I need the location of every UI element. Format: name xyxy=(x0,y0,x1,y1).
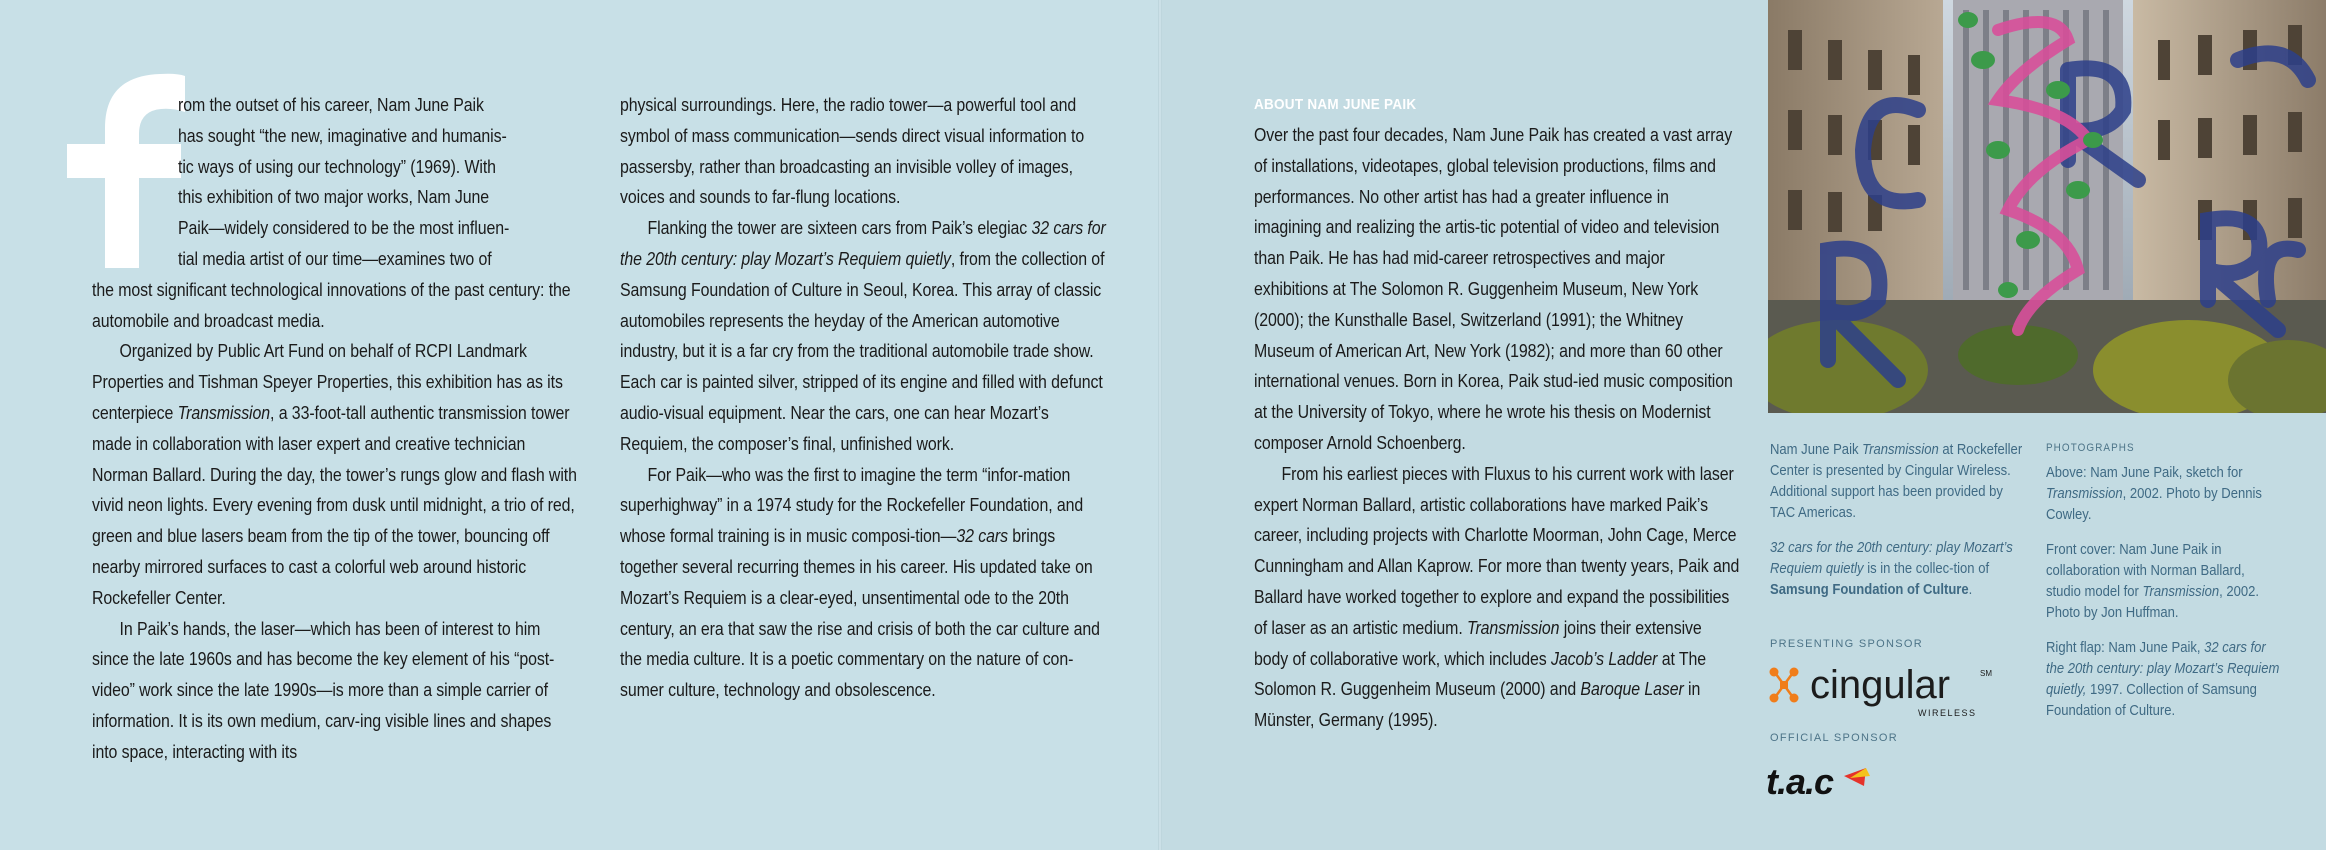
collection-credit: 32 cars for the 20th century: play Mozart’s Requiem quietly is in the collec-tion of Samsung Foundation of Culture. xyxy=(1770,540,2013,598)
organized-paragraph: Organized by Public Art Fund on behalf of RCPI Landmark Properties and Tishman Speyer Properties, this exhibition has as its centerpiece Transmission, a 33-foot-tall authentic transmission tower made in collaboration with laser expert and creative technician Norman Ballard. During the day, the tower’s rungs glow and flash with vivid neon lights. Every evening from dusk until midnight, a trio of red, green and blue lasers beam from the tip of the tower, bouncing off nearby mirrored surfaces to cast a colorful web around historic Rockefeller Center. xyxy=(92,340,577,608)
intro-line-5: Paik—widely considered to be the most influen- xyxy=(178,217,510,239)
cingular-wordmark: cingular xyxy=(1810,663,1951,707)
photo-credit-front-cover: Front cover: Nam June Paik in collaboration with Norman Ballard, studio model for Transmission, 2002. Photo by Jon Huffman. xyxy=(2046,542,2260,621)
cingular-trademark: SM xyxy=(1980,669,1992,678)
intro-paragraph-rest: the most significant technological innovations of the past century: the automobile and broadcast media. xyxy=(92,278,571,331)
presented-by-credit: Nam June Paik Transmission at Rockefeller Center is presented by Cingular Wireless. Additional support has been provided by TAC Americas. xyxy=(1770,442,2023,521)
photo-credit-right-flap: Right flap: Nam June Paik, 32 cars for the 20th century: play Mozart’s Requiem quietly, 1997. Collection of Samsung Foundation of Culture. xyxy=(2046,640,2280,719)
intro-line-2: has sought “the new, imaginative and humanis- xyxy=(178,124,507,146)
tac-wedge-icon xyxy=(1844,768,1870,786)
presenting-sponsor-label: PRESENTING SPONSOR xyxy=(1770,638,1923,650)
cingular-wireless: WIRELESS xyxy=(1918,708,1977,718)
transmission-title: Transmission xyxy=(177,401,271,423)
photo-credit-above: Above: Nam June Paik, sketch for Transmission, 2002. Photo by Dennis Cowley. xyxy=(2046,465,2262,523)
superhighway-paragraph: For Paik—who was the first to imagine the term “infor-mation superhighway” in a 1974 study for the Rockefeller Foundation, and whose formal training is in music composi-tion—32 cars brings together several recurring themes in his career. His updated take on Mozart’s Requiem is a clear-eyed, unsentimental ode to the 20th century, an era that saw the rise and crisis of both the car culture and the media culture. It is a poetic commentary on the nature of con-sumer culture, technology and obsolescence. xyxy=(620,463,1100,701)
official-sponsor-label: OFFICIAL SPONSOR xyxy=(1770,732,1898,744)
intro-line-1: rom the outset of his career, Nam June Paik xyxy=(178,94,484,115)
rockefeller-sketch-photo xyxy=(1768,0,2326,413)
credits-photographs xyxy=(2046,438,2280,736)
photographs-label: PHOTOGRAPHS xyxy=(2046,442,2135,454)
cars-title: 32 cars for the 20th century: play Mozart’s Requiem quietly xyxy=(620,217,1106,269)
tower-paragraph: physical surroundings. Here, the radio tower—a powerful tool and symbol of mass communication—sends direct visual information to passersby, rather than broadcasting an invisible volley of images, voices and sounds to far-flung locations. xyxy=(620,94,1085,208)
tac-logo xyxy=(1766,756,1886,806)
laser-paragraph: In Paik’s hands, the laser—which has been of interest to him since the late 1960s and has become the key element of his “post-video” work since the late 1990s—is more than a simple carrier of information. It is its own medium, carv-ing visible lines and shapes into space, interacting with its xyxy=(92,617,555,762)
cars-paragraph: Flanking the tower are sixteen cars from Paik’s elegiac 32 cars for the 20th century: play Mozart’s Requiem quietly, from the collection of Samsung Foundation of Culture in Seoul, Korea. This array of classic automobiles represents the heyday of the American automotive industry, but it is a far cry from the traditional automobile trade show. Each car is painted silver, stripped of its engine and filled with defunct audio-visual equipment. Near the cars, one can hear Mozart’s Requiem, the composer’s final, unfinished work. xyxy=(620,217,1106,454)
cars-short-title: 32 cars xyxy=(956,525,1008,547)
cingular-logo xyxy=(1766,662,2006,722)
intro-line-3: tic ways of using our technology” (1969). With xyxy=(178,155,496,177)
about-paragraph-1: Over the past four decades, Nam June Paik has created a vast array of installations, videotapes, global television productions, films and performances. No other artist has had a greater influence in imagining and realizing the artis-tic potential of video and television than Paik. He has had mid-career retrospectives and major exhibitions at The Solomon R. Guggenheim Museum, New York (2000); the Kunsthalle Basel, Switzerland (1991); the Whitney Museum of American Art, New York (1982); and more than 60 other international venues. Born in Korea, Paik stud-ied music composition at the University of Tokyo, where he wrote his thesis on Modernist composer Arnold Schoenberg. xyxy=(1254,124,1733,453)
about-paragraph-2: From his earliest pieces with Fluxus to his current work with laser expert Norman Ballard, artistic collaborations have marked Paik’s career, including projects with Charlotte Moorman, John Cage, Merce Cunningham and Allan Kaprow. For more than twenty years, Paik and Ballard have worked together to explore and expand the possibilities of laser as an artistic medium. Transmission joins their extensive body of collaborative work, which includes Jacob’s Ladder at The Solomon R. Guggenheim Museum (2000) and Baroque Laser in Münster, Germany (1995). xyxy=(1254,462,1740,731)
text-column-1 xyxy=(92,90,578,768)
text-column-2 xyxy=(620,90,1107,706)
cingular-jack-icon xyxy=(1770,668,1799,703)
text-column-3 xyxy=(1254,120,1740,736)
page-fold xyxy=(1158,0,1162,850)
tac-wordmark: t.a.c xyxy=(1766,761,1834,802)
credits-presented xyxy=(1770,440,2031,615)
about-heading: ABOUT NAM JUNE PAIK xyxy=(1254,96,1417,113)
intro-line-6: tial media artist of our time—examines two of xyxy=(178,247,492,269)
intro-line-4: this exhibition of two major works, Nam June xyxy=(178,186,490,208)
